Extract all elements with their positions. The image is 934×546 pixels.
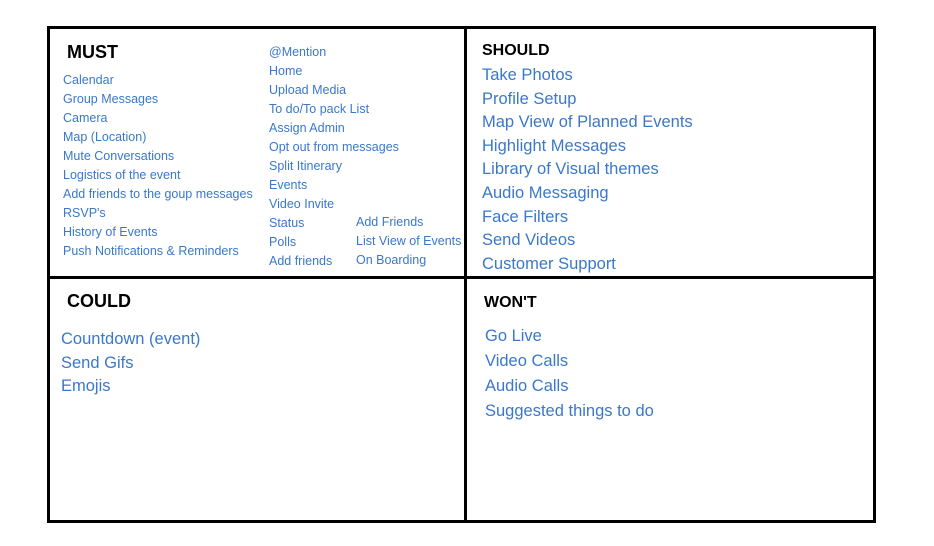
list-item: Send Videos: [482, 231, 576, 250]
list-item: Push Notifications & Reminders: [63, 244, 239, 258]
list-item: Events: [269, 178, 308, 192]
list-item: Audio Messaging: [482, 183, 609, 202]
vertical-divider: [464, 26, 467, 520]
list-item: Group Messages: [63, 92, 159, 106]
list-item: Opt out from messages: [269, 140, 399, 154]
wont-list: [485, 324, 654, 424]
list-item: Assign Admin: [269, 121, 345, 135]
list-item: Send Gifs: [61, 353, 134, 372]
could-heading: COULD: [67, 291, 131, 311]
list-item: Upload Media: [269, 83, 347, 97]
list-item: Countdown (event): [61, 330, 201, 348]
list-item: Customer Support: [482, 254, 616, 273]
list-item: Emojis: [61, 377, 111, 396]
must-heading: MUST: [67, 42, 118, 62]
list-item: Status: [269, 216, 305, 230]
must-list-col1: [63, 71, 253, 261]
could-list: [61, 328, 200, 399]
list-item: Add friends: [269, 254, 333, 268]
list-item: Video Calls: [485, 352, 569, 370]
list-item: Add friends to the goup messages: [63, 187, 253, 201]
should-heading: SHOULD: [482, 42, 550, 59]
list-item: Library of Visual themes: [482, 160, 659, 179]
list-item: Take Photos: [482, 66, 573, 84]
list-item: Polls: [269, 235, 297, 249]
list-item: Split Itinerary: [269, 159, 342, 173]
list-item: Video Invite: [269, 197, 335, 211]
list-item: List View of Events: [356, 234, 462, 248]
must-list-col3: [356, 213, 461, 270]
list-item: History of Events: [63, 225, 158, 239]
horizontal-divider: [47, 276, 873, 279]
list-item: Profile Setup: [482, 89, 577, 108]
should-list: [482, 64, 693, 276]
list-item: Map View of Planned Events: [482, 113, 693, 132]
list-item: Map (Location): [63, 130, 147, 144]
list-item: Go Live: [485, 327, 542, 345]
list-item: Audio Calls: [485, 377, 569, 395]
list-item: Mute Conversations: [63, 149, 175, 163]
list-item: Suggested things to do: [485, 402, 654, 420]
list-item: @Mention: [269, 45, 327, 59]
list-item: Face Filters: [482, 207, 569, 226]
list-item: Add Friends: [356, 215, 424, 229]
list-item: Highlight Messages: [482, 136, 626, 155]
wont-heading: WON'T: [484, 294, 537, 311]
list-item: On Boarding: [356, 253, 427, 267]
list-item: RSVP's: [63, 206, 106, 220]
list-item: Calendar: [63, 73, 114, 87]
list-item: To do/To pack List: [269, 102, 370, 116]
list-item: Logistics of the event: [63, 168, 181, 182]
list-item: Home: [269, 64, 303, 78]
list-item: Camera: [63, 111, 108, 125]
